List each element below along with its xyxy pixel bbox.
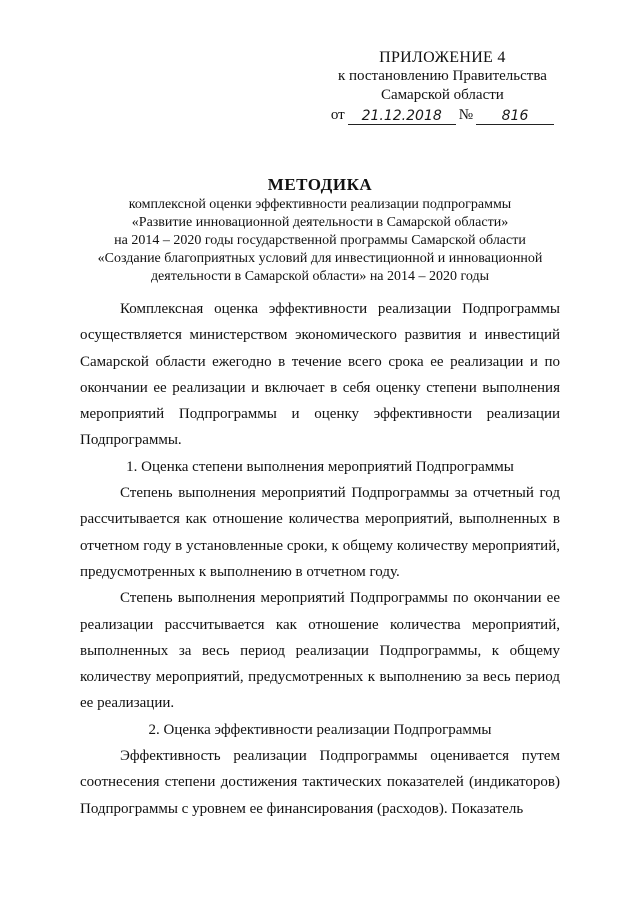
handwritten-date: 21.12.2018 xyxy=(348,108,456,125)
heading-line: «Развитие инновационной деятельности в Самарской области» xyxy=(131,215,509,230)
document-heading xyxy=(60,174,580,286)
annex-block xyxy=(331,48,554,125)
paragraph-annual-degree: Степень выполнения мероприятий Подпрограммы за отчетный год рассчитывается как отношение количества мероприятий, выполненных в отчетном году в установленные сроки, к общему количеству мероприятий, предусмотренных к выполнению в отчетном году. xyxy=(80,485,560,580)
paragraph-efficiency: Эффективность реализации Подпрограммы оценивается путем соотнесения степени достижения тактических показателей (индикаторов) Подпрограммы с уровнем ее финансирования (расходов). Показатель xyxy=(80,748,560,817)
annex-region-line: Самарской области xyxy=(381,87,504,103)
heading-line: «Создание благоприятных условий для инвестиционной и инновационной xyxy=(97,251,543,266)
heading-line: деятельности в Самарской области» на 2014 – 2020 годы xyxy=(150,269,490,284)
number-prefix: № xyxy=(458,107,473,123)
annex-title: ПРИЛОЖЕНИЕ 4 xyxy=(379,49,506,66)
paragraph-intro: Комплексная оценка эффективности реализации Подпрограммы осуществляется министерством экономического развития и инвестиций Самарской области ежегодно в течение всего срока ее реализации и по окончании ее реализации и включает в себя оценку степени выполнения мероприятий Подпрограммы и оценку эффективности реализации Подпрограммы. xyxy=(80,301,560,449)
heading-title: МЕТОДИКА xyxy=(267,175,373,194)
annex-date-line xyxy=(331,106,554,125)
handwritten-number: 816 xyxy=(476,108,554,125)
heading-line: комплексной оценки эффективности реализации подпрограммы xyxy=(128,197,512,212)
heading-line: на 2014 – 2020 годы государственной программы Самарской области xyxy=(114,233,526,248)
annex-resolution-line: к постановлению Правительства xyxy=(337,68,547,84)
section-heading-2: 2. Оценка эффективности реализации Подпрограммы xyxy=(148,721,492,738)
paragraph-final-degree: Степень выполнения мероприятий Подпрограммы по окончании ее реализации рассчитывается как отношение количества мероприятий, выполненных за весь период реализации Подпрограммы, к общему количеству мероприятий, предусмотренных к выполнению за весь период ее реализации. xyxy=(80,590,560,712)
section-heading-1: 1. Оценка степени выполнения мероприятий Подпрограммы xyxy=(126,458,514,475)
date-prefix: от xyxy=(330,107,345,123)
document-body xyxy=(80,296,560,822)
